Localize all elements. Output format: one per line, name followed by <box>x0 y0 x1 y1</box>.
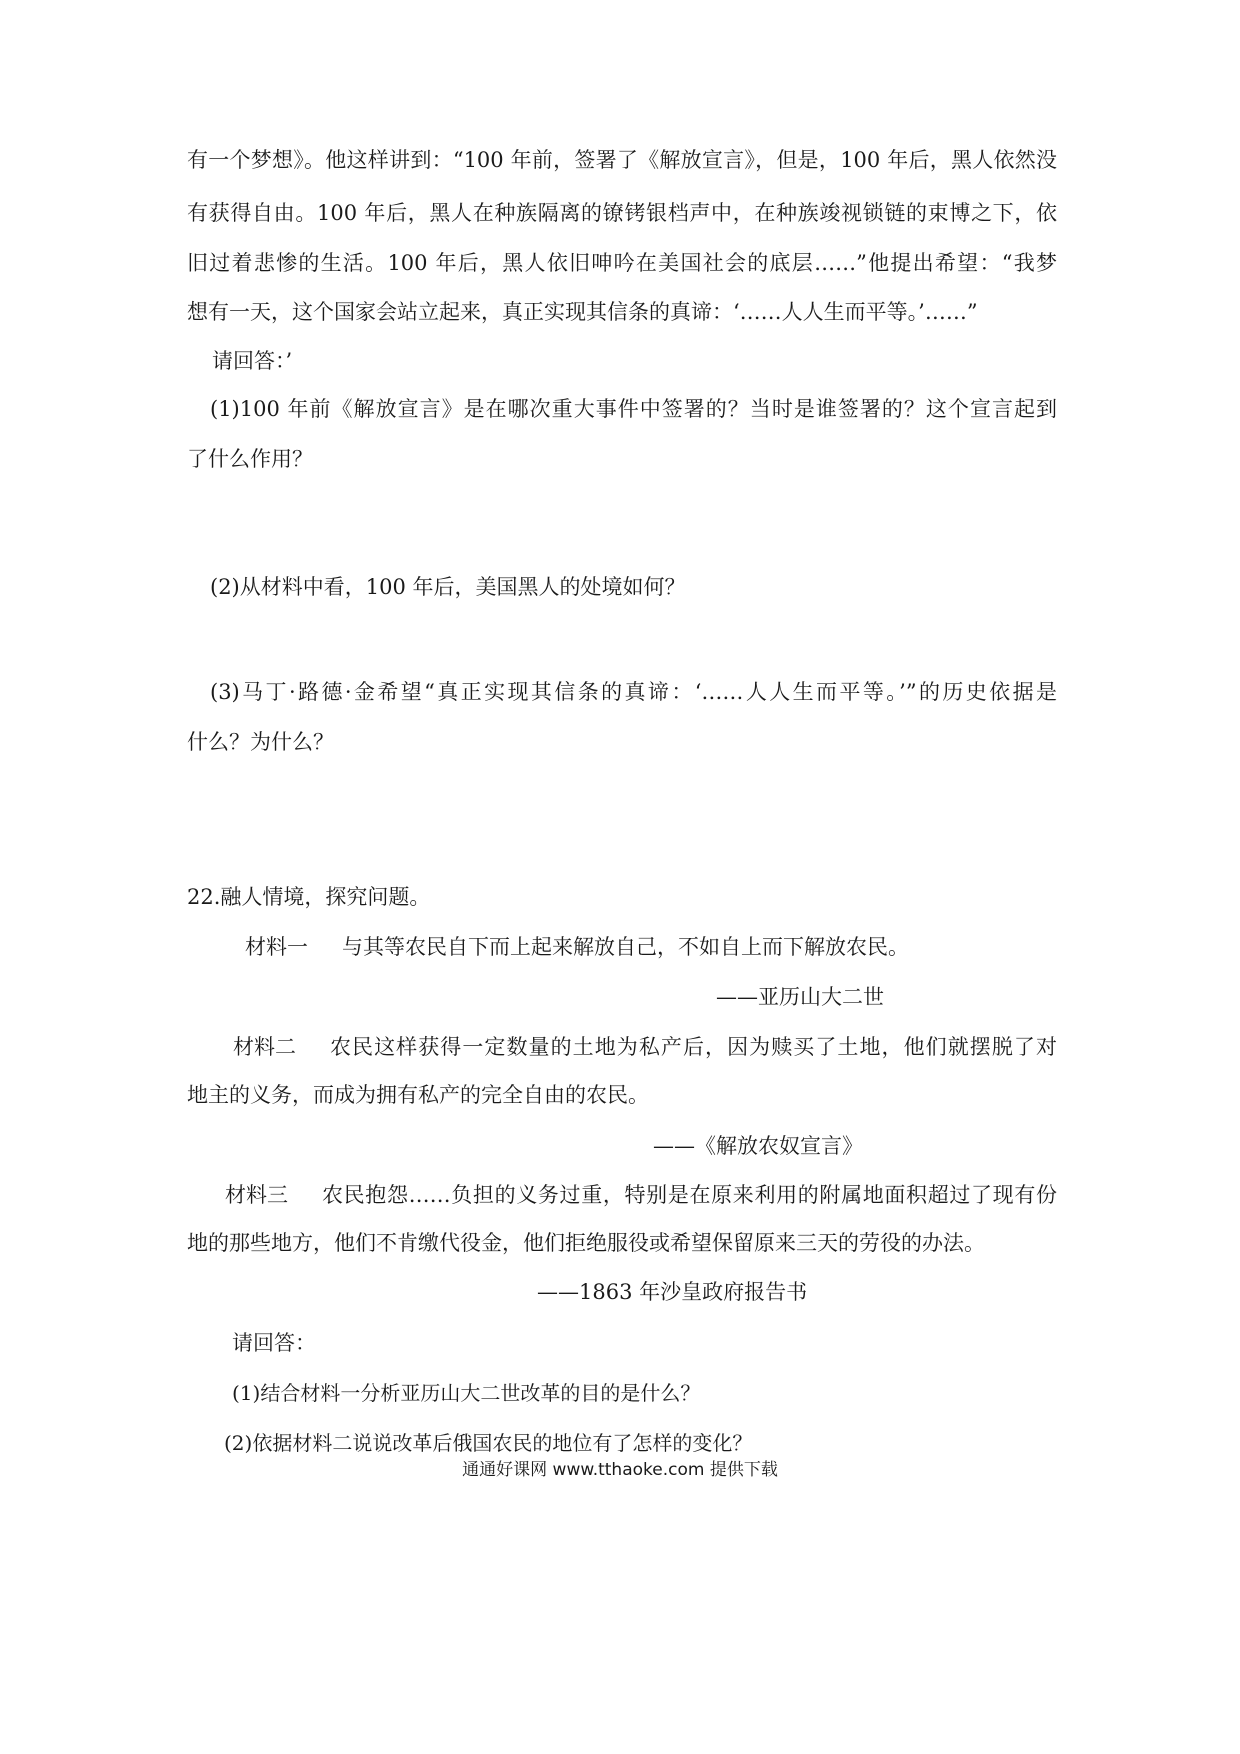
material2-line2: 地主的义务，而成为拥有私产的完全自由的农民。 <box>187 1082 649 1107</box>
q21-sub1-line2: 了什么作用？ <box>187 446 313 471</box>
q22-heading: 22.融人情境，探究问题。 <box>187 885 431 909</box>
q21-sub1-line1: (1)100 年前《解放宣言》是在哪次重大事件中签署的？当时是谁签署的？这个宣言起到 <box>210 397 1057 421</box>
q22-sub1: (1)结合材料一分析亚历山大二世改革的目的是什么？ <box>232 1381 701 1405</box>
passage-line-3: 旧过着悲惨的生活。100 年后，黑人依旧呻吟在美国社会的底层……”他提出希望：“我梦 <box>187 250 1057 275</box>
material3-label: 材料三 <box>225 1182 288 1207</box>
q21-sub3-line1: (3)马丁·路德·金希望“真正实现其信条的真谛：‘……人人生而平等。’”的历史依据是 <box>210 680 1057 705</box>
passage-line-4: 想有一天，这个国家会站立起来，真正实现其信条的真谛：‘……人人生而平等。’……” <box>187 300 978 325</box>
material1-text: 与其等农民自下而上起来解放自己，不如自上而下解放农民。 <box>342 935 909 960</box>
q22-prompt: 请回答： <box>232 1331 316 1356</box>
material3-line1: 农民抱怨……负担的义务过重，特别是在原来利用的附属地面积超过了现有份 <box>322 1182 1057 1207</box>
q21-sub2: (2)从材料中看，100 年后，美国黑人的处境如何？ <box>210 574 686 599</box>
material3-line2: 地的那些地方，他们不肯缴代役金，他们拒绝服役或希望保留原来三天的劳役的办法。 <box>187 1230 985 1255</box>
material3-source: ——1863 年沙皇政府报告书 <box>537 1280 808 1305</box>
material2-label: 材料二 <box>233 1034 296 1059</box>
passage-line-1: 有一个梦想》。他这样讲到：“100 年前，签署了《解放宣言》，但是，100 年后，黑人依然没 <box>187 148 1057 173</box>
answer-prompt: 请回答：’ <box>212 349 293 373</box>
q21-sub3-line2: 什么？为什么？ <box>187 729 334 754</box>
material2-source: ——《解放农奴宣言》 <box>653 1133 863 1158</box>
material1-label: 材料一 <box>245 935 308 960</box>
q22-sub2: (2)依据材料二说说改革后俄国农民的地位有了怎样的变化？ <box>224 1430 753 1455</box>
passage-line-2: 有获得自由。100 年后，黑人在种族隔离的镣铐银档声中，在种族竣视锁链的束博之下，依 <box>187 201 1057 225</box>
page-footer: 通通好课网 www.tthaoke.com 提供下载 <box>462 1460 778 1480</box>
material2-line1: 农民这样获得一定数量的土地为私产后，因为赎买了土地，他们就摆脱了对 <box>330 1034 1057 1059</box>
material1-source: ——亚历山大二世 <box>716 985 884 1009</box>
